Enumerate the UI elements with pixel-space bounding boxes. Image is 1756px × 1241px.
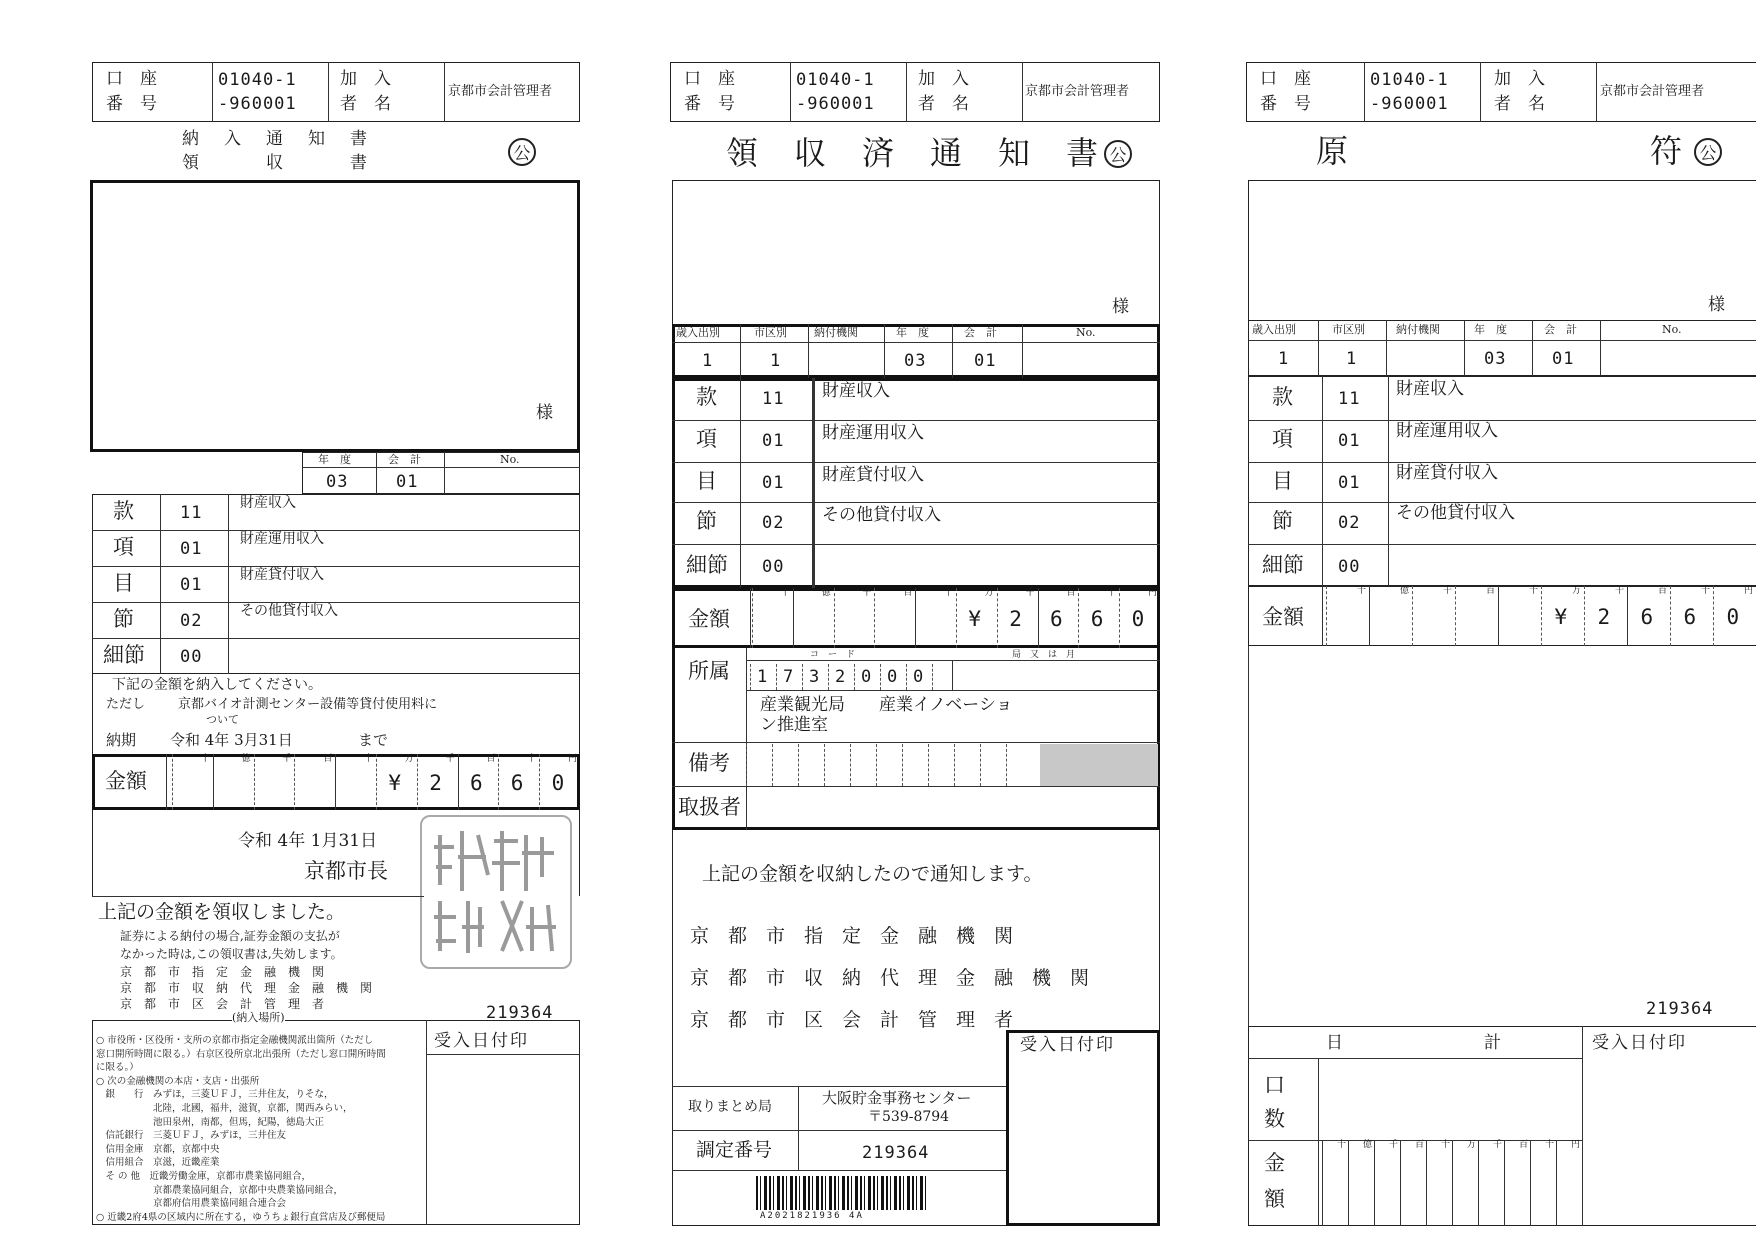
digit-divider (1369, 586, 1370, 646)
row-code: 01 (180, 575, 203, 595)
digit-divider (1504, 1140, 1505, 1226)
digit-divider (335, 754, 336, 810)
digit-divider (915, 588, 916, 648)
digit-divider (1452, 1140, 1453, 1226)
account-number-2: -960001 (218, 94, 297, 114)
payment-place-line: 窓口開所時間に限る。）右京区役所京北出張所（ただし窓口開所時間 (96, 1048, 386, 1060)
account-label-1: 口 座 (106, 69, 157, 89)
code-divider (906, 664, 907, 690)
code-digit: 7 (783, 667, 795, 687)
digit-divider (1078, 588, 1079, 648)
payment-place-line: そ の 他 近畿労働金庫，京都市農業協同組合， (96, 1171, 312, 1182)
biko-divider (850, 744, 851, 786)
year-value: 03 (326, 472, 349, 492)
digit-unit-label: 円 (568, 754, 578, 764)
amount-digit: 6 (1683, 605, 1698, 629)
serial-number: 219364 (1646, 999, 1714, 1019)
digit-divider (834, 588, 835, 648)
code-digit: 0 (887, 667, 899, 687)
amount-label: 金額 (1262, 605, 1304, 629)
tadashi-label: ただし (106, 697, 146, 712)
kin-label: 金 (1264, 1151, 1285, 1175)
hdr-sainyushutsu: 歳入出別 (676, 326, 720, 339)
mayor-title: 京都市長 (304, 859, 388, 883)
uke-date-stamp-box (1006, 1030, 1160, 1226)
row-code: 00 (180, 647, 203, 667)
row-name: 財産運用収入 (1396, 421, 1498, 441)
uke-date-stamp-label: 受入日付印 (1020, 1035, 1115, 1055)
digit-unit-label: 億 (1363, 1140, 1373, 1150)
ko-seal-icon: 公 (1104, 140, 1132, 168)
digit-unit-label: 万 (404, 754, 414, 764)
row-code: 01 (180, 539, 203, 559)
digit-unit-label: 千 (862, 588, 872, 598)
biko-divider (798, 744, 799, 786)
digit-unit-label: 百 (1066, 588, 1076, 598)
ko-seal-icon: 公 (508, 138, 536, 166)
account-number-1: 01040-1 (796, 70, 875, 90)
uke-date-stamp-label: 受入日付印 (434, 1031, 529, 1051)
place-title: (納入場所) (232, 1011, 285, 1024)
chotei-label: 調定番号 (696, 1139, 773, 1161)
uke-date-stamp-label: 受入日付印 (1592, 1033, 1687, 1053)
val-shikubetsu: 1 (1346, 349, 1358, 369)
row-name: 財産貸付収入 (1396, 463, 1498, 483)
purpose-line-2: ついて (206, 713, 239, 726)
digit-divider (1627, 586, 1628, 646)
row-code: 01 (1338, 431, 1361, 451)
digit-divider (1478, 1140, 1479, 1226)
digit-divider (1713, 586, 1714, 646)
hdr-shikubetsu: 市区別 (754, 326, 787, 339)
hdr-noufu-kikan: 納付機関 (1396, 323, 1440, 336)
sama-label: 様 (536, 403, 553, 423)
payment-place-line: に限る。） (96, 1062, 139, 1074)
barcode-text: A2021821936 4A (760, 1211, 864, 1221)
received-text: 上記の金額を領収しました。 (98, 901, 346, 923)
digit-divider (376, 754, 377, 810)
form1-title-1: 納 入 通 知 書 (182, 129, 371, 149)
barcode-icon (756, 1176, 926, 1210)
row-label-setsu: 節 (113, 607, 134, 631)
amount-digit: 0 (1131, 607, 1146, 631)
digit-unit-label: 千 (1615, 586, 1625, 596)
row-code: 00 (762, 557, 785, 577)
daily-total-table (1248, 1026, 1756, 1226)
row-name: 財産収入 (240, 495, 296, 511)
row-label-kan: 款 (113, 499, 134, 523)
code-digit: 2 (835, 667, 847, 687)
amount-digit: 6 (1050, 607, 1064, 631)
digit-divider (539, 754, 540, 810)
payment-place-line: 銀 行 みずほ，三菱ＵＦＪ，三井住友，りそな， (96, 1089, 334, 1101)
account-number-2: -960001 (1370, 94, 1449, 114)
row-code: 01 (762, 431, 785, 451)
biko-divider (876, 744, 877, 786)
code-divider (854, 664, 855, 690)
sama-label: 様 (1708, 295, 1725, 315)
digit-divider (874, 588, 875, 648)
digit-unit-label: 万 (984, 588, 994, 598)
account-code-table (1248, 376, 1756, 586)
val-nendo: 03 (904, 351, 927, 371)
digit-divider (294, 754, 295, 810)
digit-divider (254, 754, 255, 810)
row-name: その他貸付収入 (1396, 503, 1515, 523)
row-label-saisetsu: 細節 (686, 553, 728, 577)
notice-text: 上記の金額を収納したので通知します。 (702, 863, 1043, 885)
digit-divider (1374, 1140, 1375, 1226)
amount-digit: 2 (429, 771, 443, 795)
toriatsukai-label: 取扱者 (678, 795, 741, 819)
row-label-kan: 款 (1272, 385, 1293, 409)
torimatome-line-1: 大阪貯金事務センター (822, 1089, 972, 1107)
payment-place-line: 信託銀行 三菱ＵＦＪ，みずほ，三井住友 (96, 1130, 287, 1142)
row-code: 02 (762, 513, 785, 533)
code-digit: 1 (757, 667, 769, 687)
digit-unit-label: 千 (1389, 1140, 1399, 1150)
digit-unit-label: 十 (780, 588, 790, 598)
nouki-date: 令和 4年 3月31日 (170, 731, 293, 749)
code-digit: 0 (913, 667, 925, 687)
form3-title-2: 符 (1650, 132, 1683, 170)
digit-unit-label: 億 (241, 754, 251, 764)
digit-unit-label: 百 (1658, 586, 1668, 596)
row-name: その他貸付収入 (240, 603, 338, 619)
serial-number: 219364 (486, 1003, 554, 1023)
digit-unit-label: 円 (1571, 1140, 1581, 1150)
row-name: 財産運用収入 (822, 423, 924, 443)
digit-divider (1038, 588, 1039, 648)
nichi-label: 日 (1326, 1033, 1343, 1053)
holder-name: 京都市会計管理者 (1025, 84, 1130, 99)
kyoku-label: 局 又 は 月 (1012, 650, 1076, 660)
account-number-1: 01040-1 (1370, 70, 1449, 90)
holder-name: 京都市会計管理者 (448, 84, 553, 99)
row-name: その他貸付収入 (822, 505, 941, 525)
amount-digit: 6 (1640, 605, 1655, 629)
amount-digit: 6 (510, 771, 525, 795)
account-code-table (92, 494, 580, 674)
digit-divider (213, 754, 214, 810)
row-label-moku: 目 (113, 571, 134, 595)
kaikei-header: 会 計 (388, 453, 421, 466)
digit-unit-label: 円 (1148, 588, 1158, 598)
payment-place-line: 信用金庫 京都，京都中央 (96, 1143, 220, 1155)
digit-unit-label: 十 (1441, 1140, 1451, 1150)
row-label-moku: 目 (696, 469, 717, 493)
holder-label-2: 者 名 (918, 94, 969, 114)
kaikei-value: 01 (396, 472, 419, 492)
digit-divider (172, 754, 173, 810)
note-line-2: なかった時は,この領収書は,失効します。 (120, 947, 343, 961)
digit-divider (1426, 1140, 1427, 1226)
val-kaikei: 01 (974, 351, 997, 371)
digit-divider (458, 754, 459, 810)
row-label-kan: 款 (696, 385, 717, 409)
account-label-2: 番 号 (106, 94, 157, 114)
digit-unit-label: 万 (1467, 1140, 1477, 1150)
holder-label-1: 加 入 (918, 69, 969, 89)
payment-place-line: 北陸，北國，福井，滋賀，京都，関西みらい， (96, 1103, 353, 1114)
account-label-1: 口 座 (684, 69, 735, 89)
form2-title: 領 収 済 通 知 書 (726, 134, 1101, 172)
kuchi-label: 口 (1264, 1073, 1285, 1097)
digit-unit-label: 十 (1701, 586, 1711, 596)
row-name: 財産収入 (1396, 379, 1464, 399)
code-divider (802, 664, 803, 690)
address-window (90, 180, 580, 452)
biko-divider (954, 744, 955, 786)
payment-place-line: 京都府信用農業協同組合連合会 (96, 1198, 287, 1210)
digit-divider (417, 754, 418, 810)
biko-divider (1006, 744, 1007, 786)
code-digit: 0 (861, 667, 873, 687)
payment-place-line: 池田泉州，南都，但馬，紀陽，徳島大正 (96, 1116, 325, 1128)
bank-line-1: 京 都 市 指 定 金 融 機 関 (690, 925, 1014, 947)
hdr-noufu-kikan: 納付機関 (814, 326, 858, 339)
code-divider (932, 664, 933, 690)
row-code: 02 (180, 611, 203, 631)
row-label-saisetsu: 細節 (1262, 553, 1304, 577)
digit-unit-label: 十 (944, 588, 954, 598)
row-label-setsu: 節 (1272, 509, 1293, 533)
row-code: 01 (762, 473, 785, 493)
biko-label: 備考 (688, 751, 730, 775)
amount-digit: ¥ (968, 607, 983, 631)
digit-divider (997, 588, 998, 648)
row-code: 00 (1338, 557, 1361, 577)
digit-divider (1348, 1140, 1349, 1226)
dept-line-2: ン推進室 (760, 715, 828, 735)
amount-digit: 0 (551, 771, 566, 795)
kei-label: 計 (1484, 1033, 1501, 1053)
row-label-kou: 項 (696, 427, 717, 451)
digit-unit-label: 百 (903, 588, 913, 598)
hdr-sainyushutsu: 歳入出別 (1252, 323, 1296, 336)
row-label-kou: 項 (113, 535, 134, 559)
amount-digit: 2 (1597, 605, 1612, 629)
form1-title-2: 領 収 書 (182, 153, 371, 173)
row-code: 11 (1338, 389, 1361, 409)
digit-unit-label: 億 (1400, 586, 1410, 596)
mayor-stamp-icon (420, 815, 572, 969)
payment-place-line: ○ 市役所・区役所・支所の京都市指定金融機関派出箇所（ただし (96, 1035, 374, 1046)
digit-divider (1530, 1140, 1531, 1226)
row-label-setsu: 節 (696, 509, 717, 533)
issue-date: 令和 4年 1月31日 (238, 831, 378, 851)
digit-divider (1322, 1140, 1323, 1226)
amount-digit: 0 (1726, 605, 1741, 629)
notice-text: 下記の金額を納入してください。 (112, 677, 322, 693)
amount-digit: 2 (1009, 607, 1023, 631)
biko-divider (902, 744, 903, 786)
row-label-moku: 目 (1272, 469, 1293, 493)
biko-divider (928, 744, 929, 786)
payment-place-line: 京都農業協同組合，京都中央農業協同組合， (96, 1184, 344, 1196)
no-header: No. (500, 453, 520, 466)
row-code: 11 (762, 389, 785, 409)
holder-label-1: 加 入 (340, 69, 391, 89)
digit-unit-label: 千 (282, 754, 292, 764)
hdr-nendo: 年 度 (896, 326, 929, 339)
torimatome-line-2: 〒539-8794 (868, 1109, 950, 1125)
holder-name: 京都市会計管理者 (1600, 84, 1705, 99)
row-name: 財産貸付収入 (240, 567, 324, 583)
biko-divider (746, 744, 747, 786)
address-window (672, 180, 1160, 324)
digit-unit-label: 十 (364, 754, 374, 764)
shozoku-label: 所属 (688, 659, 730, 683)
torimatome-label: 取りまとめ局 (688, 1099, 772, 1115)
digit-divider (1541, 586, 1542, 646)
biko-divider (772, 744, 773, 786)
digit-unit-label: 百 (1415, 1140, 1425, 1150)
shaded-cell (1040, 744, 1158, 786)
code-divider (880, 664, 881, 690)
hdr-nendo: 年 度 (1474, 323, 1507, 336)
account-label-2: 番 号 (1260, 94, 1311, 114)
digit-unit-label: 十 (1529, 586, 1539, 596)
kazu-label: 数 (1264, 1107, 1285, 1131)
bank-line-3: 京 都 市 区 会 計 管 理 者 (120, 997, 325, 1011)
bank-line-2: 京 都 市 収 納 代 理 金 融 機 関 (690, 967, 1090, 989)
digit-divider (1584, 586, 1585, 646)
payment-place-line: ○ 近畿2府4県の区域内に所在する，ゆうちょ銀行直営店及び郵便局 (96, 1211, 386, 1223)
val-sainyushutsu: 1 (1278, 349, 1290, 369)
digit-divider (956, 588, 957, 648)
amount-digit: ¥ (388, 771, 403, 795)
hdr-shikubetsu: 市区別 (1332, 323, 1365, 336)
address-window (1248, 180, 1756, 320)
digit-divider (752, 588, 753, 648)
digit-unit-label: 十 (1337, 1140, 1347, 1150)
digit-unit-label: 百 (323, 754, 333, 764)
val-kaikei: 01 (1552, 349, 1575, 369)
digit-unit-label: 万 (1572, 586, 1582, 596)
code-divider (750, 664, 751, 690)
hdr-no: No. (1662, 323, 1682, 336)
digit-divider (1412, 586, 1413, 646)
row-code: 02 (1338, 513, 1361, 533)
chotei-number: 219364 (862, 1143, 930, 1163)
row-code: 11 (180, 503, 203, 523)
account-number-2: -960001 (796, 94, 875, 114)
hdr-no: No. (1076, 326, 1096, 339)
amount-digit: ¥ (1554, 605, 1569, 629)
digit-unit-label: 百 (1519, 1140, 1529, 1150)
val-shikubetsu: 1 (770, 351, 782, 371)
digit-unit-label: 千 (1443, 586, 1453, 596)
row-name: 財産運用収入 (240, 531, 324, 547)
digit-unit-label: 十 (1545, 1140, 1555, 1150)
bank-line-3: 京 都 市 区 会 計 管 理 者 (690, 1009, 1014, 1031)
holder-label-1: 加 入 (1494, 69, 1545, 89)
ko-seal-icon: 公 (1694, 138, 1722, 166)
digit-unit-label: 千 (445, 754, 455, 764)
digit-unit-label: 千 (1025, 588, 1035, 598)
amount-digit: 6 (470, 771, 484, 795)
row-label-kou: 項 (1272, 427, 1293, 451)
account-label-1: 口 座 (1260, 69, 1311, 89)
nouki-label: 納期 (106, 731, 137, 749)
amount-label: 金額 (105, 769, 147, 793)
biko-divider (980, 744, 981, 786)
digit-divider (1455, 586, 1456, 646)
gaku-label: 額 (1264, 1187, 1285, 1211)
row-name: 財産貸付収入 (822, 465, 924, 485)
row-code: 01 (1338, 473, 1361, 493)
hdr-kaikei: 会 計 (1544, 323, 1577, 336)
code-divider (828, 664, 829, 690)
holder-label-2: 者 名 (340, 94, 391, 114)
digit-divider (1670, 586, 1671, 646)
year-header: 年 度 (318, 453, 351, 466)
digit-unit-label: 億 (821, 588, 831, 598)
payment-place-line: 信用組合 京滋，近畿産業 (96, 1157, 220, 1169)
code-divider (776, 664, 777, 690)
digit-unit-label: 百 (1486, 586, 1496, 596)
payment-place-line: ○ 次の金融機関の本店・支店・出張所 (96, 1075, 260, 1087)
made-label: まで (358, 731, 389, 749)
amount-box (1248, 586, 1756, 646)
digit-divider (1326, 586, 1327, 646)
form3-title-1: 原 (1316, 132, 1349, 170)
purpose-line-1: 京都バイオ計測センター設備等貸付使用料に (178, 697, 438, 712)
note-line-1: 証券による納付の場合,証券金額の支払が (120, 929, 340, 943)
bank-line-1: 京 都 市 指 定 金 融 機 関 (120, 965, 325, 979)
biko-divider (824, 744, 825, 786)
digit-unit-label: 円 (1744, 586, 1754, 596)
digit-unit-label: 十 (527, 754, 537, 764)
digit-divider (498, 754, 499, 810)
account-number-1: 01040-1 (218, 70, 297, 90)
digit-divider (1556, 1140, 1557, 1226)
amount-digit: 6 (1090, 607, 1105, 631)
row-label-saisetsu: 細節 (103, 643, 145, 667)
amount-label: 金額 (688, 607, 730, 631)
digit-unit-label: 十 (1357, 586, 1367, 596)
bank-line-2: 京 都 市 収 納 代 理 金 融 機 関 (120, 981, 373, 995)
digit-divider (793, 588, 794, 648)
digit-divider (1498, 586, 1499, 646)
sama-label: 様 (1112, 297, 1129, 317)
digit-divider (1119, 588, 1120, 648)
val-nendo: 03 (1484, 349, 1507, 369)
account-label-2: 番 号 (684, 94, 735, 114)
digit-unit-label: 十 (200, 754, 210, 764)
row-name: 財産収入 (822, 381, 890, 401)
digit-unit-label: 千 (1493, 1140, 1503, 1150)
code-digit: 3 (809, 667, 821, 687)
code-label: コ ー ド (810, 650, 856, 660)
digit-divider (1400, 1140, 1401, 1226)
holder-label-2: 者 名 (1494, 94, 1545, 114)
digit-unit-label: 百 (486, 754, 496, 764)
val-sainyushutsu: 1 (702, 351, 714, 371)
digit-unit-label: 十 (1107, 588, 1117, 598)
dept-line-1: 産業観光局 産業イノベーショ (760, 695, 1013, 715)
hdr-kaikei: 会 計 (964, 326, 997, 339)
